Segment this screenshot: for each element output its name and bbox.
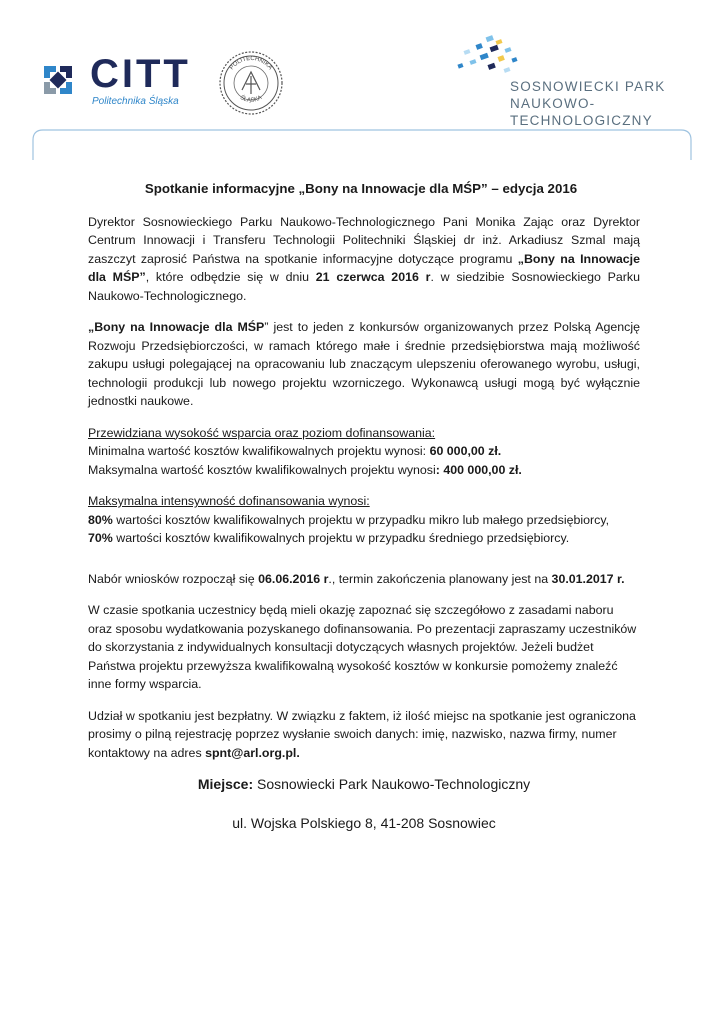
- politechnika-seal-icon: [218, 50, 284, 116]
- intensity-heading: Maksymalna intensywność dofinansowania wynosi:: [88, 494, 370, 508]
- intro-text-1: Dyrektor Sosnowieckiego Parku Naukowo-Technologicznego Pani Monika Zając oraz Dyrektor Centrum Innowacji i Transferu Technologii Politechniki Śląskiej dr inż. Arkadiusz Szmal mają zaszczyt zaprosić Państwa na spotkanie informacyjne dotyczące programu: [88, 214, 640, 266]
- letterhead: [0, 0, 725, 160]
- intensity-section: [88, 492, 640, 548]
- participation-text: Udział w spotkaniu jest bezpłatny. W związku z faktem, iż ilość miejsc na spotkanie jest ograniczona prosimy o pilną rejestrację poprzez wysłanie swoich danych: imię, nazwisko, nazwa firmy, numer kontaktowy na adres: [88, 708, 636, 760]
- place-label: Miejsce:: [197, 776, 254, 792]
- min-cost-label: Minimalna wartość kosztów kwalifikowalnych projektu wynosi:: [88, 444, 430, 458]
- citt-mark-icon: [38, 60, 90, 112]
- intro-text-3: . w siedzibie Sosnowieckiego Parku Naukowo-Technologicznego.: [88, 270, 641, 303]
- about-program-name: „Bony na Innowacje dla MŚP: [88, 320, 265, 334]
- meeting-paragraph: W czasie spotkania uczestnicy będą mieli okazję zapoznać się szczegółowo z zasadami naboru oraz sposobu wydatkowania pozyskanego dofinansowania. Po prezentacji zapraszamy uczestników do skorzystania z indywidualnych konsultacji dotyczących własnych projektów. Jeżeli budżet Państwa projektu przewyższa kwalifikowalną wysokość kosztów w konkursie pomożemy znaleźć inne formy wsparcia.: [88, 603, 637, 691]
- document-title: Spotkanie informacyjne „Bony na Innowacje dla MŚP” – edycja 2016: [144, 181, 578, 196]
- contact-email[interactable]: spnt@arl.org.pl.: [205, 745, 300, 760]
- document-body: [88, 180, 640, 832]
- citt-logo: [38, 52, 218, 112]
- intro-paragraph: [88, 213, 640, 306]
- spnt-mosaic-icon: [450, 30, 530, 80]
- support-section: [88, 424, 640, 480]
- meeting-address: ul. Wojska Polskiego 8, 41-208 Sosnowiec: [232, 814, 496, 831]
- intensity-medium-text: wartości kosztów kwalifikowalnych projektu w przypadku średniego przedsiębiorcy.: [112, 531, 570, 545]
- about-text: ” jest to jeden z konkursów organizowanych przez Polską Agencję Rozwoju Przedsiębiorczości, w ramach którego małe i średnie przedsiębiorstwa mają możliwość zakupu usługi polegającej na opracowaniu lub znaczącym ulepszeniu oferowanego wyrobu, usługi, technologii produkcji lub nowego projektu wzorniczego. Wykonawcą usługi mogą być wyłącznie jednostki naukowe.: [88, 320, 640, 408]
- spnt-logo: [450, 30, 700, 128]
- intensity-small-percent: 80%: [88, 512, 113, 527]
- spnt-name: [510, 78, 700, 129]
- min-cost-value: 60 000,00 zł.: [429, 444, 502, 458]
- program-name: „Bony na Innowacje dla MŚP”: [88, 251, 640, 284]
- meeting-place: [88, 775, 640, 794]
- intro-text-2: , które odbędzie się w dniu: [145, 270, 316, 284]
- meeting-date: 21 czerwca 2016 r: [315, 270, 431, 284]
- recruitment-text-2: ., termin zakończenia planowany jest na: [328, 571, 552, 586]
- spnt-name-line2: NAUKOWO-TECHNOLOGICZNY: [510, 96, 653, 128]
- recruitment-text-1: Nabór wniosków rozpoczął się: [88, 571, 259, 586]
- seal-text-top: POLITECHNIKA: [228, 55, 274, 72]
- recruitment-paragraph: [88, 570, 640, 589]
- citt-subtitle: Politechnika Śląska: [92, 96, 179, 107]
- participation-paragraph: [88, 707, 640, 763]
- header-frame-line: [32, 126, 692, 166]
- place-value: Sosnowiecki Park Naukowo-Technologiczny: [253, 776, 531, 792]
- recruitment-start-date: 06.06.2016 r: [258, 571, 329, 586]
- spnt-name-line1: SOSNOWIECKI PARK: [510, 79, 666, 94]
- about-paragraph: [88, 318, 640, 411]
- recruitment-end-date: 30.01.2017 r.: [551, 571, 625, 586]
- max-cost-value: : 400 000,00 zł.: [435, 462, 522, 477]
- intensity-medium-percent: 70%: [88, 531, 113, 545]
- max-cost-label: Maksymalna wartość kosztów kwalifikowalnych projektu wynosi: [88, 462, 436, 477]
- seal-text-bottom: ŚLĄSKA: [238, 94, 264, 104]
- support-heading: Przewidziana wysokość wsparcia oraz poziom dofinansowania:: [88, 425, 436, 440]
- intensity-small-text: wartości kosztów kwalifikowalnych projektu w przypadku mikro lub małego przedsiębiorcy,: [112, 512, 610, 527]
- citt-name: CITT: [90, 52, 191, 96]
